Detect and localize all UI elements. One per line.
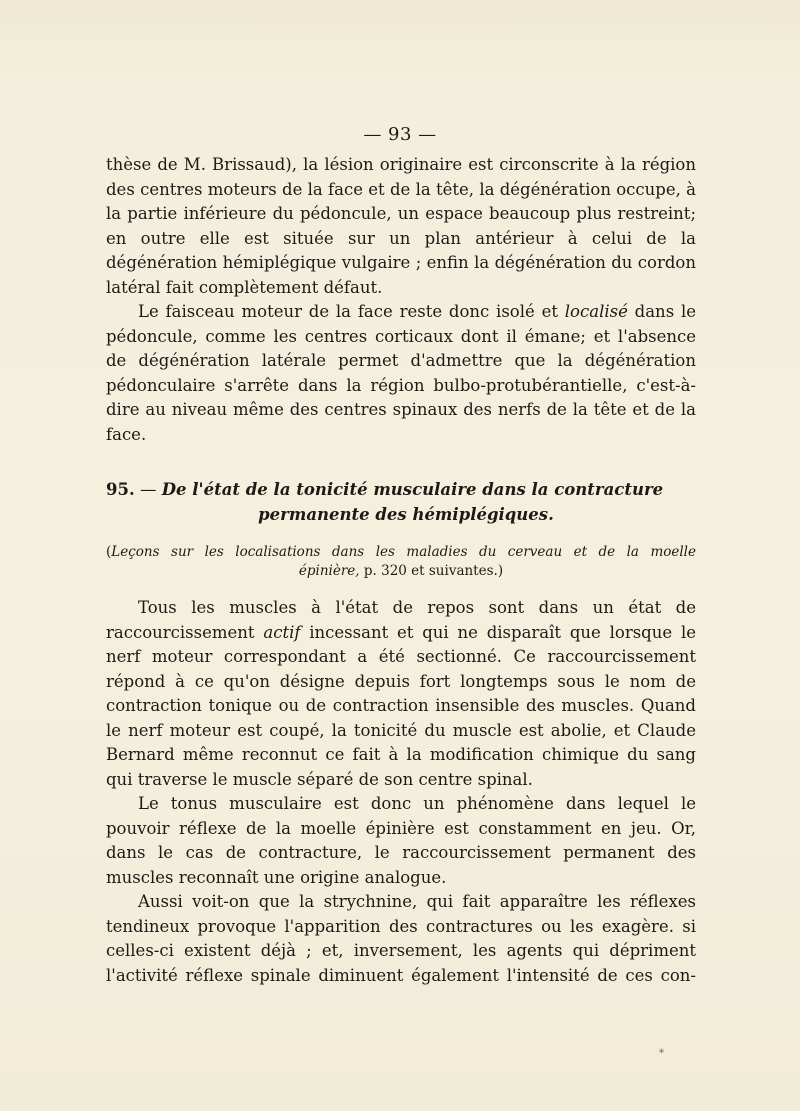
intro-localise-term: localisé	[564, 302, 628, 321]
body-actif-term: actif	[263, 622, 301, 642]
reference-line-2	[106, 562, 696, 581]
page-number: — 93 —	[363, 124, 437, 145]
intro-paragraph-2-end: dans le pédoncule, comme les centres corticaux dont il émane; et l'absence de dégénération latérale permet d'admettre que la dégénération pédonculaire s'arrête dans la région bulbo-protubérantielle, c'est-à-dire au niveau même des centres spinaux des nerfs de la tête et de la face.	[106, 302, 696, 444]
section-heading	[106, 477, 696, 527]
section-dash: —	[139, 480, 157, 499]
section-number: 95.	[106, 480, 135, 499]
reference-title-1: Leçons sur les localisations dans les maladies du cerveau et de la moelle	[111, 544, 696, 560]
body-paragraph-3: Aussi voit-on que la strychnine, qui fait apparaître les réflexes tendineux provoque l'apparition des contractures ou les exagère. si celles-ci existent déjà ; et, inversement, les agents qui dépriment l'activité réflexe spinale diminuent également l'intensité de ces con-	[106, 892, 696, 985]
intro-paragraph-1: thèse de M. Brissaud), la lésion originaire est circonscrite à la région des centres moteurs de la face et de la tête, la dégénération occupe, à la partie inférieure du pédoncule, un espace beaucoup plus restreint; en outre elle est située sur un plan antérieur à celui de la dégénération hémiplégique vulgaire ; enfin la dégénération du cordon latéral fait complètement défaut.	[106, 155, 696, 297]
body-paragraph-1	[106, 596, 696, 792]
body-paragraph-2: Le tonus musculaire est donc un phénomène dans lequel le pouvoir réflexe de la moelle épinière est constamment en jeu. Or, dans le cas de contracture, le raccourcissement permanent des muscles reconnaît une origine analogue.	[106, 794, 696, 887]
body-paragraph-1-start: Tous les muscles à l'état de repos sont dans un état de raccourcissement	[106, 598, 696, 642]
section-title-line-1: De l'état de la tonicité musculaire dans la contracture	[161, 480, 664, 499]
reference-title-2: épinière,	[298, 563, 360, 579]
body-text	[106, 596, 696, 988]
printer-mark: *	[659, 1048, 664, 1059]
intro-paragraph-2-start: Le faisceau moteur de la face reste donc isolé et	[138, 302, 565, 321]
intro-text	[106, 153, 696, 447]
body-paragraph-1-end: incessant et qui ne disparaît que lorsque le nerf moteur correspondant a été sectionné. Ce raccourcissement répond à ce qu'on désigne depuis fort longtemps sous le nom de contraction tonique ou de contraction insensible des muscles. Quand le nerf moteur est coupé, la tonicité du muscle est abolie, et Claude Bernard même reconnut ce fait à la modification chimique du sang qui traverse le muscle séparé de son centre spinal.	[106, 622, 696, 789]
reference-pages: p. 320 et suivantes.)	[359, 563, 504, 579]
reference-open-paren: (	[106, 544, 112, 560]
section-title-line-2: permanente des hémiplégiques.	[258, 505, 554, 524]
reference-line-1	[106, 543, 696, 562]
reference-note	[106, 543, 696, 581]
intro-paragraph-2	[106, 300, 696, 447]
